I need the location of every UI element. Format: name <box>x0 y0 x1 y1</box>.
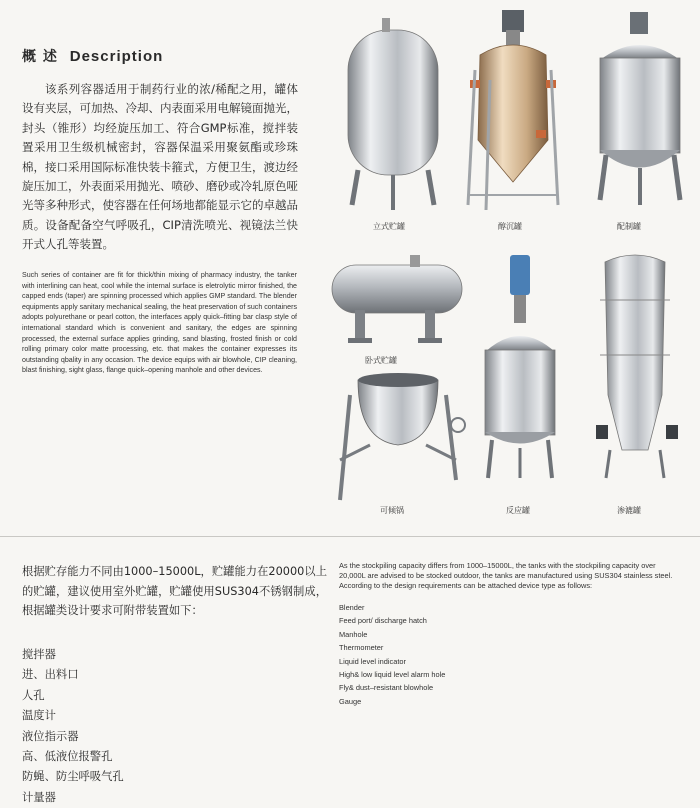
list-item: Thermometer <box>339 643 384 653</box>
list-item: 高、低液位报警孔 <box>22 750 113 764</box>
list-item: 计量器 <box>22 790 56 804</box>
list-item: 搅拌器 <box>22 648 56 661</box>
caption-mixing-tank: 配制罐 <box>617 222 641 231</box>
tank-illustrations <box>310 0 700 530</box>
list-item: Blender <box>339 603 365 612</box>
list-item: Liquid level indicator <box>339 656 406 666</box>
list-item: 人孔 <box>22 688 45 702</box>
list-item: Manhole <box>339 629 368 639</box>
section-divider <box>0 536 700 537</box>
reactor-image <box>485 255 555 478</box>
tilting-pot-image <box>340 373 465 500</box>
list-item: 温度计 <box>22 709 56 723</box>
caption-tilting-pot: 可倾锅 <box>380 506 404 515</box>
caption-vertical-tank: 立式贮罐 <box>373 222 405 231</box>
vertical-tank-image <box>348 18 438 210</box>
caption-horizontal-tank: 卧式贮罐 <box>365 356 397 365</box>
list-item: 防蝇、防尘呼吸气孔 <box>22 770 124 784</box>
alcohol-tank-image <box>468 10 558 210</box>
list-item: Gauge <box>339 696 362 706</box>
heading-zh: 概 述 <box>22 49 58 65</box>
intro-zh: 该系列容器适用于制药行业的浓/稀配之用，罐体设有夹层，可加热、冷却、内表面采用电解镜面抛光，封头（锥形）均经旋压加工、符合GMP标准，搅拌装置采用卫生级机械密封，容器保温采用聚氨酯或珍珠棉，接口采用国际标准快装卡箍式，方便卫生，渡边经旋压加工，外表面采用抛光、喷砂、磨砂或冷轧原色哑光等多种形式，使容器在任何场地都能显示它的卓越品质。设备配备空气呼吸孔，CIP清洗喷光、视镜法兰快开式人孔等装置。 <box>22 82 298 252</box>
mixing-tank-image <box>600 12 680 205</box>
list-item: 液位指示器 <box>22 729 79 743</box>
heading-en: Description <box>69 48 164 65</box>
list-item: 进、出料口 <box>22 668 79 682</box>
caption-alcohol-tank: 醇沉罐 <box>498 222 522 231</box>
storage-en: As the stockpiling capacity differs from 1000–15000L, the tanks with the stockpiling capacity over 20,000L are advised to be stocked outdoor, the tanks are manufactured using SUS304 stainless steel. According to the design requirements can be attached device type as follows: <box>339 561 673 590</box>
list-item: Feed port/ discharge hatch <box>339 616 427 626</box>
caption-extraction-tank: 渗漉罐 <box>617 506 641 515</box>
device-list-en <box>339 601 445 708</box>
caption-reactor: 反应罐 <box>506 506 530 515</box>
device-list-zh <box>22 645 124 808</box>
product-photos <box>310 0 700 530</box>
horizontal-tank-image <box>332 255 462 343</box>
list-item: Fly& dust–resistant blowhole <box>339 683 434 693</box>
storage-zh: 根据贮存能力不同由1000–15000L，贮罐能力在20000以上的贮罐，建议使用室外贮罐，贮罐使用SUS304不锈钢制成，根据罐类设计要求可附带装置如下： <box>22 565 327 617</box>
intro-en: Such series of container are fit for thick/thin mixing of pharmacy industry, the tanker with interlining can heat, cool while the internal surface is eletrolytic mirror finished, the capped ends (taper) are spinning processed which applies GMP standard. The blender equipments apply sanitary mechanical sealing, the heat preservation of such containers adopts polyurethane or pearl cotton, the interfaces apply quick–fitting bar clasp style of international standard which is convenient and sanitary, the edges are spinning processed, the external surface applies grinding, sand blasting, frosted finish or cold rolling primary color matte processing, etc. that makes the container expresses its outstanding qbality in any occasion. The device equips with air blowhole, CIP cleaning, blast finishing, sight glass, flange quick–opening manhole and other devices. <box>22 271 297 375</box>
list-item: High& low liquid level alarm hole <box>339 670 446 680</box>
extraction-tank-image <box>596 255 678 478</box>
section-heading <box>22 46 163 66</box>
